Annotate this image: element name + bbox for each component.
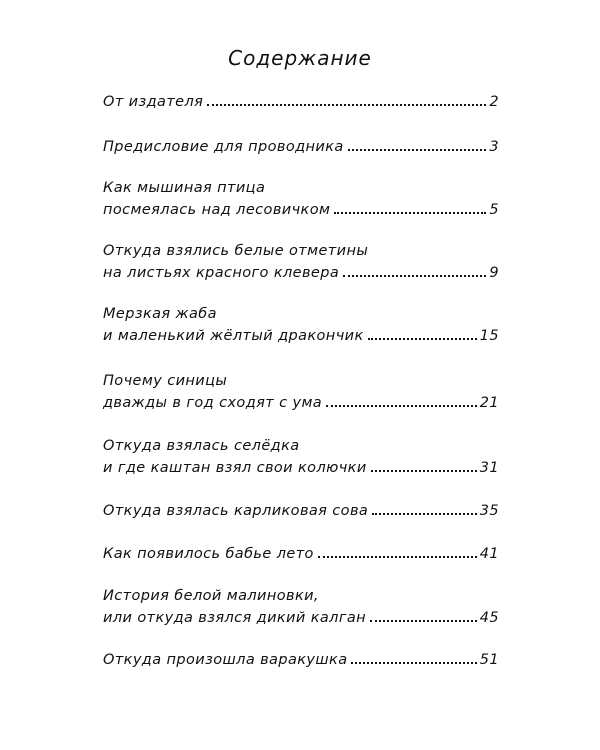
dot-leader (318, 556, 477, 558)
toc-entry[interactable] (103, 139, 499, 161)
entry-title-line: Как появилось бабье лето (103, 546, 314, 562)
page-title: Содержание (228, 46, 372, 70)
entry-title-line: Откуда произошла варакушка (103, 652, 348, 668)
page-number: 9 (489, 265, 499, 281)
entry-title-line: Как мышиная птица (103, 180, 266, 196)
dot-leader (326, 405, 477, 407)
toc-entry[interactable] (103, 438, 499, 482)
entry-title-line: и маленький жёлтый дракончик (103, 328, 364, 344)
dot-leader (370, 620, 477, 622)
toc-entry[interactable] (103, 546, 499, 568)
dot-leader (343, 275, 486, 277)
dot-leader (351, 662, 476, 664)
dot-leader (368, 338, 477, 340)
entry-title-line: дважды в год сходят с ума (103, 395, 323, 411)
entry-title-line: Предисловие для проводника (103, 139, 344, 155)
page-number: 41 (479, 546, 499, 562)
entry-title-line: посмеялась над лесовичком (103, 202, 331, 218)
entry-title-line: и где каштан взял свои колючки (103, 460, 367, 476)
page-number: 3 (489, 139, 499, 155)
entry-title-line: на листьях красного клевера (103, 265, 340, 281)
page-number: 5 (489, 202, 499, 218)
entry-title-line: Почему синицы (103, 373, 228, 389)
dot-leader (348, 149, 487, 151)
page-number: 15 (479, 328, 499, 344)
toc-entry[interactable] (103, 94, 499, 116)
page-number: 35 (479, 503, 499, 519)
toc-entry[interactable] (103, 180, 499, 224)
dot-leader (371, 470, 477, 472)
toc-entry[interactable] (103, 652, 499, 674)
toc-entry[interactable] (103, 306, 499, 350)
entry-title-line: Мерзкая жаба (103, 306, 217, 322)
dot-leader (372, 513, 477, 515)
page-number: 2 (489, 94, 499, 110)
toc-entry[interactable] (103, 588, 499, 632)
entry-title-line: История белой малиновки, (103, 588, 319, 604)
entry-title-line: Откуда взялись белые отметины (103, 243, 369, 259)
entry-title-line: От издателя (103, 94, 204, 110)
entry-title-line: Откуда взялась селёдка (103, 438, 300, 454)
page-number: 31 (479, 460, 499, 476)
toc-entry[interactable] (103, 373, 499, 417)
dot-leader (207, 104, 486, 106)
page-number: 45 (479, 610, 499, 626)
entry-title-line: или откуда взялся дикий калган (103, 610, 367, 626)
dot-leader (334, 212, 486, 214)
toc-entry[interactable] (103, 243, 499, 287)
page-number: 51 (479, 652, 499, 668)
entry-title-line: Откуда взялась карликовая сова (103, 503, 369, 519)
toc-entry[interactable] (103, 503, 499, 525)
page-number: 21 (479, 395, 499, 411)
